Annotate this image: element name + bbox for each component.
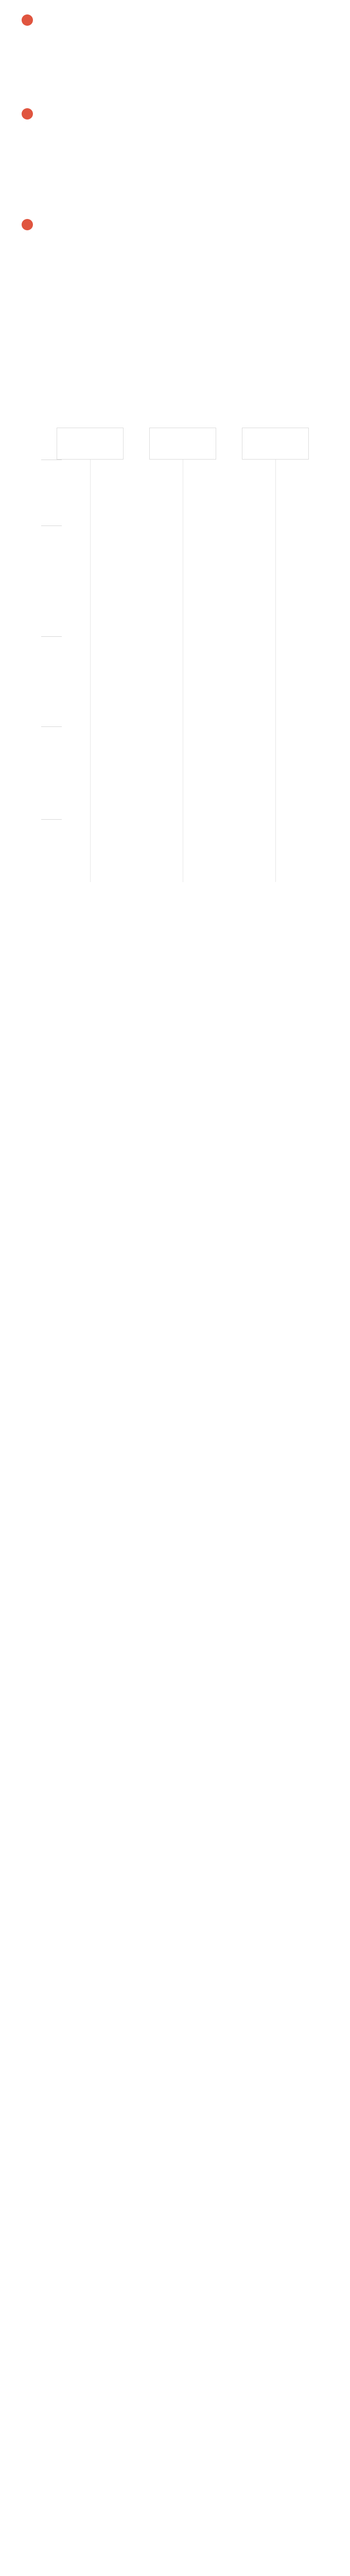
feature-number-badge bbox=[22, 14, 33, 26]
texture-tile bbox=[262, 907, 350, 1015]
shade-swatch bbox=[153, 721, 213, 741]
feature-3 bbox=[22, 219, 330, 240]
shade-swatch bbox=[153, 541, 213, 561]
feature-1 bbox=[22, 14, 330, 35]
shade-swatch bbox=[246, 631, 305, 651]
texture-tile bbox=[0, 1018, 70, 1126]
texture-tile bbox=[280, 1018, 350, 1126]
shade-swatch bbox=[153, 809, 213, 828]
texture-tile bbox=[140, 1018, 210, 1126]
shade-swatch bbox=[153, 631, 213, 651]
feature-2 bbox=[22, 108, 330, 129]
texture-tile bbox=[210, 1018, 280, 1126]
texture-tile bbox=[0, 907, 87, 1015]
tone-header-warm bbox=[242, 428, 309, 460]
tone-guide-line bbox=[275, 460, 276, 882]
shade-swatch bbox=[60, 631, 120, 651]
texture-tile bbox=[87, 907, 175, 1015]
feature-number-badge bbox=[22, 219, 33, 230]
tone-header-cool bbox=[57, 428, 124, 460]
tone-header-neutral bbox=[149, 428, 216, 460]
tone-guide-line bbox=[90, 460, 91, 882]
feature-section bbox=[0, 0, 350, 330]
feature-number-badge bbox=[22, 108, 33, 120]
shade-swatch bbox=[246, 541, 305, 561]
texture-tile bbox=[70, 1018, 140, 1126]
shade-swatch bbox=[60, 541, 120, 561]
shade-swatch bbox=[60, 466, 120, 486]
texture-tile bbox=[175, 907, 262, 1015]
